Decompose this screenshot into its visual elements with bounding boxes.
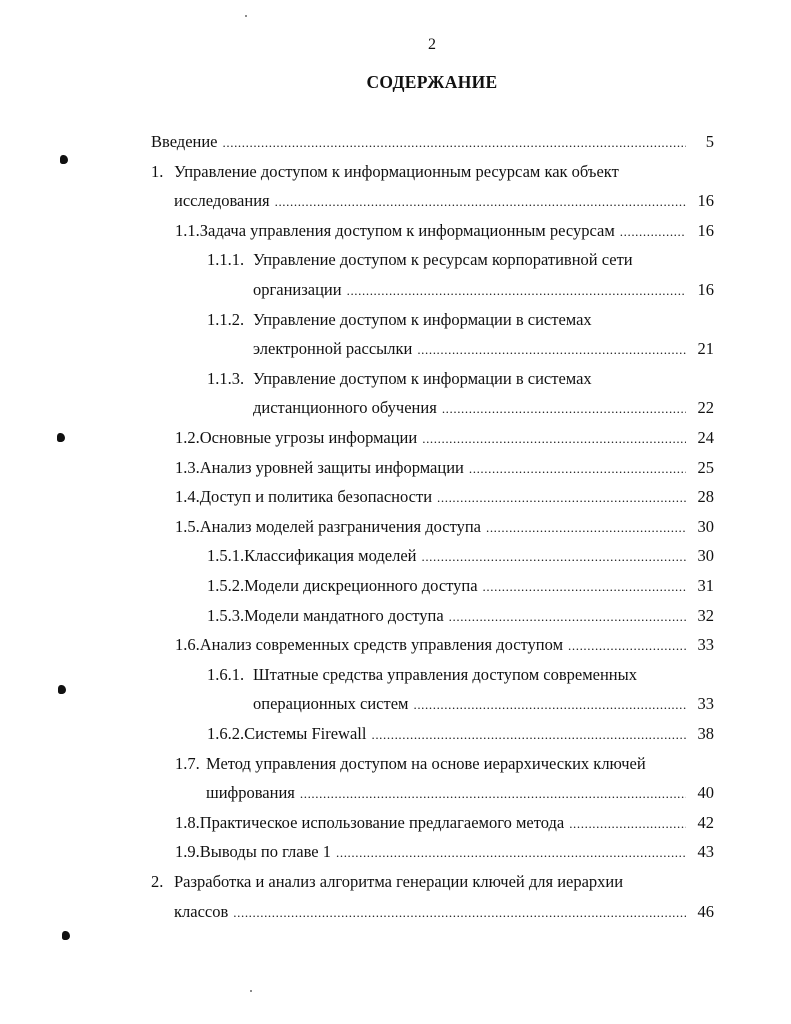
toc-entry[interactable] — [175, 457, 714, 479]
toc-entry-title: операционных систем — [253, 694, 409, 714]
toc-entry-page: 16 — [697, 220, 714, 240]
toc-entry-number: 1.5.3. — [207, 605, 245, 625]
toc-entry[interactable] — [151, 871, 714, 893]
toc-leader-dots — [233, 902, 686, 924]
toc-entry-title: Задача управления доступом к информационным ресурсам — [199, 220, 615, 240]
toc-entry-title: исследования — [174, 191, 270, 211]
toc-entry-continuation[interactable] — [174, 190, 714, 212]
toc-entry[interactable] — [175, 516, 714, 538]
toc-entry-title: Метод управления доступом на основе иерархических ключей — [206, 753, 646, 773]
toc-leader-dots — [336, 842, 686, 864]
toc-leader-dots — [223, 132, 686, 154]
toc-entry-number: 1.7. — [175, 753, 200, 773]
toc-entry-continuation[interactable] — [174, 901, 714, 923]
toc-entry-number: 1.5.2. — [207, 576, 245, 595]
toc-leader-dots — [442, 398, 686, 420]
scan-artifact — [57, 433, 65, 442]
toc-entry-page: 30 — [697, 546, 714, 566]
toc-leader-dots — [275, 191, 686, 213]
toc-entry-page: 43 — [697, 842, 714, 862]
scan-speck — [245, 15, 247, 17]
toc-entry-title: Анализ уровней защиты информации — [199, 457, 464, 477]
toc-entry[interactable] — [151, 161, 714, 183]
toc-entry-title: электронной рассылки — [253, 339, 413, 359]
toc-entry-number: 1.4. — [175, 487, 200, 507]
toc-leader-dots — [421, 546, 686, 568]
toc-entry-title: Системы Firewall — [244, 724, 367, 743]
toc-entry-title: Управление доступом к информационным ресурсам как объект — [174, 161, 619, 181]
toc-entry-title: Штатные средства управления доступом современных — [253, 664, 637, 684]
toc-entry[interactable] — [151, 131, 714, 153]
toc-entry-title: дистанционного обучения — [253, 398, 437, 418]
toc-entry-page: 24 — [697, 428, 714, 447]
toc-entry-title: Модели мандатного доступа — [244, 605, 444, 625]
toc-entry-continuation[interactable] — [206, 782, 714, 804]
toc-entry-title: Анализ моделей разграничения доступа — [199, 516, 481, 536]
toc-entry-number: 1.9. — [175, 842, 200, 862]
toc-entry-page: 16 — [697, 191, 714, 211]
toc-entry[interactable] — [175, 753, 714, 775]
scan-artifact — [58, 685, 66, 694]
toc-entry-title: Классификация моделей — [244, 546, 417, 566]
toc-entry-page: 28 — [697, 487, 714, 507]
toc-entry-page: 5 — [705, 132, 714, 151]
toc-entry-page: 40 — [697, 783, 714, 803]
toc-leader-dots — [568, 635, 686, 657]
toc-entry-title: Доступ и политика безопасности — [199, 487, 433, 507]
toc-entry-page: 22 — [697, 398, 714, 418]
toc-entry-title: Управление доступом к ресурсам корпоративной сети — [253, 250, 633, 270]
toc-leader-dots — [483, 576, 686, 598]
toc-leader-dots — [417, 339, 686, 361]
toc-leader-dots — [422, 428, 686, 450]
toc-entry[interactable] — [175, 220, 714, 242]
toc-entry[interactable] — [175, 427, 714, 449]
toc-entry-number: 1.1.1. — [207, 250, 245, 270]
toc-entry-title: Выводы по главе 1 — [199, 842, 331, 862]
toc-entry-page: 33 — [697, 694, 714, 714]
toc-leader-dots — [300, 783, 686, 805]
toc-entry-number: 1. — [151, 161, 164, 181]
toc-entry-title: Управление доступом к информации в системах — [253, 368, 592, 388]
toc-entry-number: 1.8. — [175, 812, 200, 832]
toc-entry-page: 31 — [697, 576, 714, 595]
toc-entry-number: 1.5.1. — [207, 546, 245, 566]
toc-entry-number: 1.3. — [175, 457, 200, 477]
scan-artifact — [62, 931, 70, 940]
toc-entry-number: 2. — [151, 872, 164, 891]
toc-entry-page: 38 — [697, 724, 714, 743]
toc-entry-page: 33 — [697, 635, 714, 655]
toc-entry[interactable] — [207, 368, 714, 390]
toc-entry-continuation[interactable] — [253, 338, 714, 360]
toc-leader-dots — [469, 458, 686, 480]
toc-entry-number: 1.1.3. — [207, 368, 245, 388]
toc-leader-dots — [569, 813, 686, 835]
toc-entry[interactable] — [207, 605, 714, 627]
toc-entry-title: Введение — [151, 132, 218, 151]
toc-entry-number: 1.2. — [175, 428, 200, 447]
toc-leader-dots — [486, 517, 686, 539]
toc-entry-title: шифрования — [206, 783, 295, 803]
toc-leader-dots — [371, 724, 686, 746]
toc-entry-page: 32 — [697, 605, 714, 625]
toc-entry-page: 42 — [697, 812, 714, 832]
scan-speck — [250, 990, 252, 992]
toc-entry-page: 21 — [697, 339, 714, 359]
toc-entry[interactable] — [175, 634, 714, 656]
toc-entry-number: 1.1.2. — [207, 309, 245, 329]
toc-entry-page: 16 — [697, 280, 714, 299]
scan-artifact — [60, 155, 68, 164]
toc-entry[interactable] — [207, 545, 714, 567]
toc-entry-number: 1.5. — [175, 516, 200, 536]
toc-entry-page: 30 — [697, 516, 714, 536]
toc-entry[interactable] — [175, 812, 714, 834]
toc-entry[interactable] — [207, 249, 714, 271]
toc-leader-dots — [437, 487, 686, 509]
toc-entry[interactable] — [175, 841, 714, 863]
toc-entry-number: 1.6.2. — [207, 724, 245, 743]
page-title: СОДЕРЖАНИЕ — [366, 72, 498, 92]
toc-entry-title: Разработка и анализ алгоритма генерации ключей для иерархии — [174, 872, 624, 891]
toc-leader-dots — [620, 221, 686, 243]
toc-entry-continuation[interactable] — [253, 693, 714, 715]
toc-entry-title: Управление доступом к информации в системах — [253, 309, 592, 329]
toc-entry-number: 1.1. — [175, 220, 200, 240]
toc-entry[interactable] — [207, 575, 714, 597]
toc-entry[interactable] — [175, 486, 714, 508]
toc-leader-dots — [413, 694, 686, 716]
toc-entry[interactable] — [207, 664, 714, 686]
page-number: 2 — [428, 36, 436, 53]
toc-entry-title: Модели дискреционного доступа — [244, 576, 478, 595]
toc-entry-title: Анализ современных средств управления доступом — [199, 635, 564, 655]
toc-leader-dots — [347, 280, 686, 302]
toc-entry-page: 46 — [697, 901, 714, 921]
toc-entry-continuation[interactable] — [253, 397, 714, 419]
toc-entry-continuation[interactable] — [253, 279, 714, 301]
toc-entry[interactable] — [207, 309, 714, 331]
toc-entry-number: 1.6. — [175, 635, 200, 655]
toc-entry-title: организации — [253, 280, 342, 299]
toc-entry[interactable] — [207, 723, 714, 745]
toc-entry-number: 1.6.1. — [207, 664, 245, 684]
toc-entry-title: классов — [174, 901, 229, 921]
toc-entry-title: Основные угрозы информации — [199, 428, 418, 447]
toc-entry-page: 25 — [697, 457, 714, 477]
toc-leader-dots — [449, 606, 686, 628]
toc-entry-title: Практическое использование предлагаемого метода — [199, 812, 565, 832]
